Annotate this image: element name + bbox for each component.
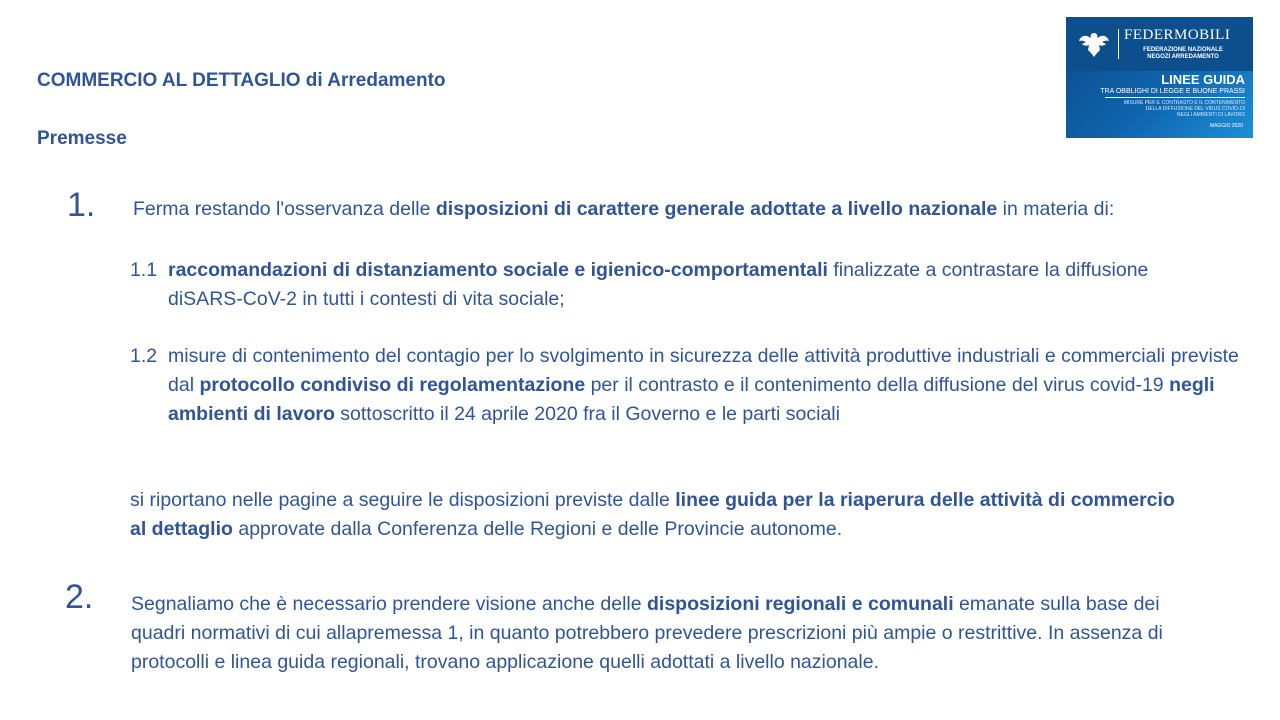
section-1-number: 1. [67, 186, 96, 224]
closing-text-end: approvate dalla Conferenza delle Regioni e delle Provincie autonome. [232, 518, 843, 540]
intro-text: Ferma restando l'osservanza delle [133, 198, 436, 220]
list-item-1-1 [130, 256, 1198, 314]
list-item-emphasis: negli ambienti di lavoro [168, 374, 1215, 425]
section-1-intro [133, 195, 1233, 224]
page-title: COMMERCIO AL DETTAGLIO di Arredamento [37, 70, 446, 91]
eagle-icon [1076, 27, 1112, 63]
list-item-text: per il contrasto e il contenimento della diffusione del virus covid-19 [585, 374, 1170, 396]
list-item-text: finalizzate a contrastare la diffusione diSARS-CoV-2 in tutti i contesti di vita sociale; [168, 259, 1149, 310]
list-item-number: 1.1 [130, 259, 158, 281]
logo-brand: FEDERMOBILI [1124, 27, 1231, 43]
section-2-text [131, 590, 1181, 677]
logo-guide-description [1095, 100, 1245, 118]
list-item-1-2 [130, 342, 1258, 429]
logo-federation [1128, 47, 1238, 61]
logo-divider [1118, 29, 1119, 59]
logo-federation-line1: FEDERAZIONE NAZIONALE [1143, 47, 1223, 53]
closing-emphasis: linee guida per la riaperura delle attività di commercio al dettaglio [130, 489, 1175, 540]
logo-rule [1105, 97, 1245, 98]
logo-date: MAGGIO 2020 [1209, 123, 1243, 129]
logo-guide-title: LINEE GUIDA [1161, 72, 1245, 87]
logo-guide-tagline: TRA OBBLIGHI DI LEGGE E BUONE PRASSI [1100, 88, 1245, 95]
list-item-number: 1.2 [130, 345, 158, 367]
list-item-text: sottoscritto il 24 aprile 2020 fra il Governo e le parti sociali [334, 403, 840, 425]
intro-text-end: in materia di: [997, 198, 1115, 220]
section-2-text-start: Segnaliamo che è necessario prendere visione anche delle [131, 593, 647, 615]
list-item-text: misure di contenimento del contagio per lo svolgimento in sicurezza delle attività produttive industriali e commerciali previste dal [168, 345, 1239, 396]
section-subtitle: Premesse [37, 128, 127, 149]
logo-federation-line2: NEGOZI ARREDAMENTO [1147, 54, 1219, 60]
logo-desc-line3: NEGLI AMBIENTI DI LAVORO [1177, 112, 1245, 118]
closing-text: si riportano nelle pagine a seguire le disposizioni previste dalle [130, 489, 676, 511]
federmobili-logo [1066, 17, 1253, 138]
section-2-text-end: emanate sulla base dei quadri normativi di cui allapremessa 1, in quanto potrebbero prevedere prescrizioni più ampie o restrittive. In assenza di protocolli e linea guida regionali, trovano applicazione quelli adottati a livello nazionale. [131, 593, 1163, 673]
intro-emphasis: disposizioni di carattere generale adottate a livello nazionale [435, 198, 998, 220]
list-item-emphasis: raccomandazioni di distanziamento sociale e igienico-comportamentali [168, 259, 828, 281]
section-2-number: 2. [65, 578, 94, 616]
list-item-emphasis: protocollo condiviso di regolamentazione [199, 374, 586, 396]
section-1-closing [130, 486, 1190, 544]
logo-desc-line2: DELLA DIFFUSIONE DEL VIRUS COVID-19 [1145, 106, 1245, 112]
section-2-emphasis: disposizioni regionali e comunali [647, 593, 954, 615]
logo-desc-line1: MISURE PER IL CONTRASTO E IL CONTENIMENTO [1123, 100, 1245, 106]
